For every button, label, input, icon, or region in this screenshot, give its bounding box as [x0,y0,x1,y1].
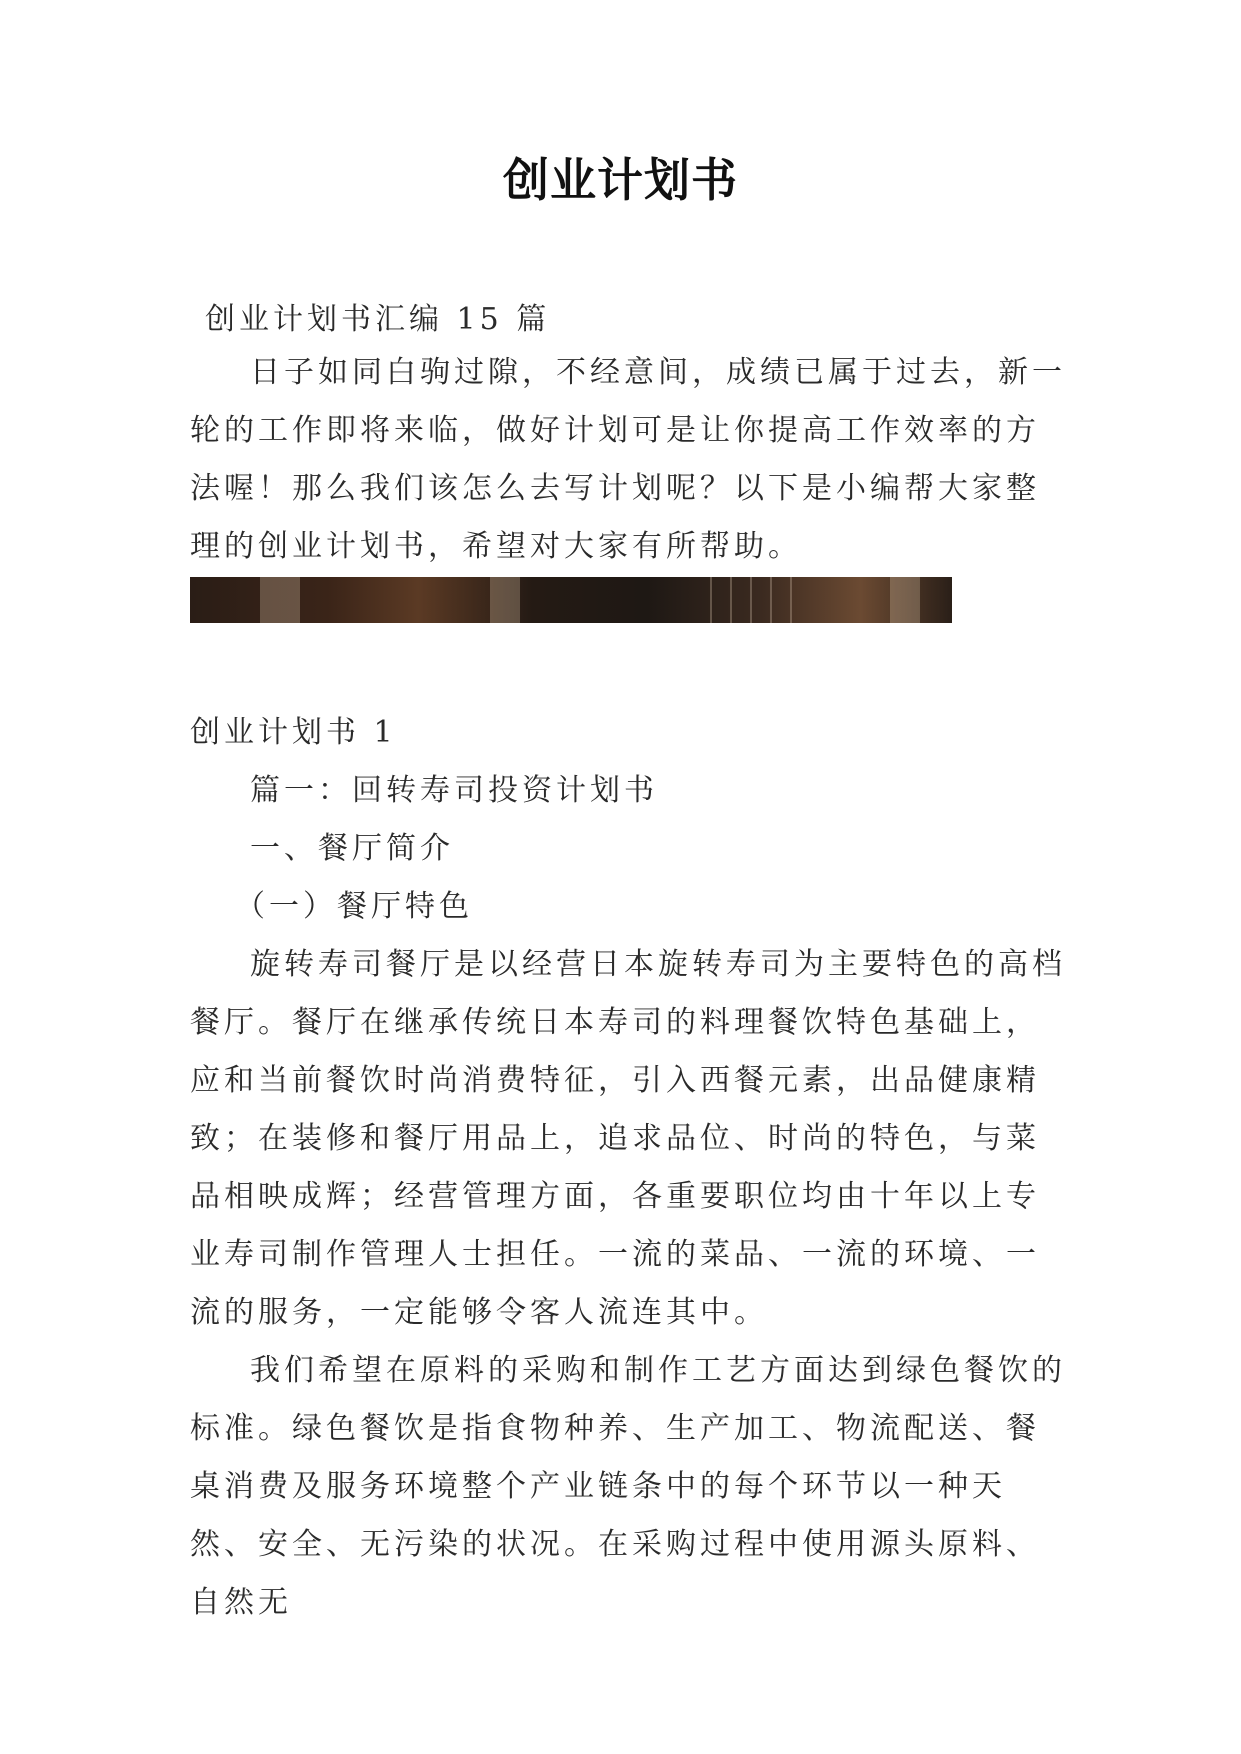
section-heading: 创业计划书 1 [190,715,397,750]
banner-stripe [790,577,792,623]
banner-stripe [770,577,772,623]
banner-stripe [710,577,712,623]
decorative-banner-image [190,577,952,623]
section-1 [190,704,1070,1632]
intro-text [190,344,1070,576]
banner-stripe [750,577,752,623]
body-paragraph: 我们希望在原料的采购和制作工艺方面达到绿色餐饮的标准。绿色餐饮是指食物种养、生产加工、物流配送、餐桌消费及服务环境整个产业链条中的每个环节以一种天然、安全、无污染的状况。在采购过程中使用源头原料、自然无 [190,1353,1066,1620]
banner-stripe [730,577,732,623]
intro-paragraph: 日子如同白驹过隙，不经意间，成绩已属于过去，新一轮的工作即将来临，做好计划可是让你提高工作效率的方法喔！那么我们该怎么去写计划呢？以下是小编帮大家整理的创业计划书，希望对大家有所帮助。 [190,355,1066,564]
banner-highlight [890,577,920,623]
part-title: 篇一：回转寿司投资计划书 [250,773,658,808]
chapter-title: 一、餐厅简介 [250,831,454,866]
banner-highlight [490,577,520,623]
subsection-title: （一）餐厅特色 [235,889,473,924]
document-subtitle: 创业计划书汇编 15 篇 [205,302,551,337]
body-paragraph: 旋转寿司餐厅是以经营日本旋转寿司为主要特色的高档餐厅。餐厅在继承传统日本寿司的料理餐饮特色基础上，应和当前餐饮时尚消费特征，引入西餐元素，出品健康精致；在装修和餐厅用品上，追求品位、时尚的特色，与菜品相映成辉；经营管理方面，各重要职位均由十年以上专业寿司制作管理人士担任。一流的菜品、一流的环境、一流的服务，一定能够令客人流连其中。 [190,947,1066,1330]
banner-highlight [260,577,300,623]
page-title: 创业计划书 [503,153,738,207]
